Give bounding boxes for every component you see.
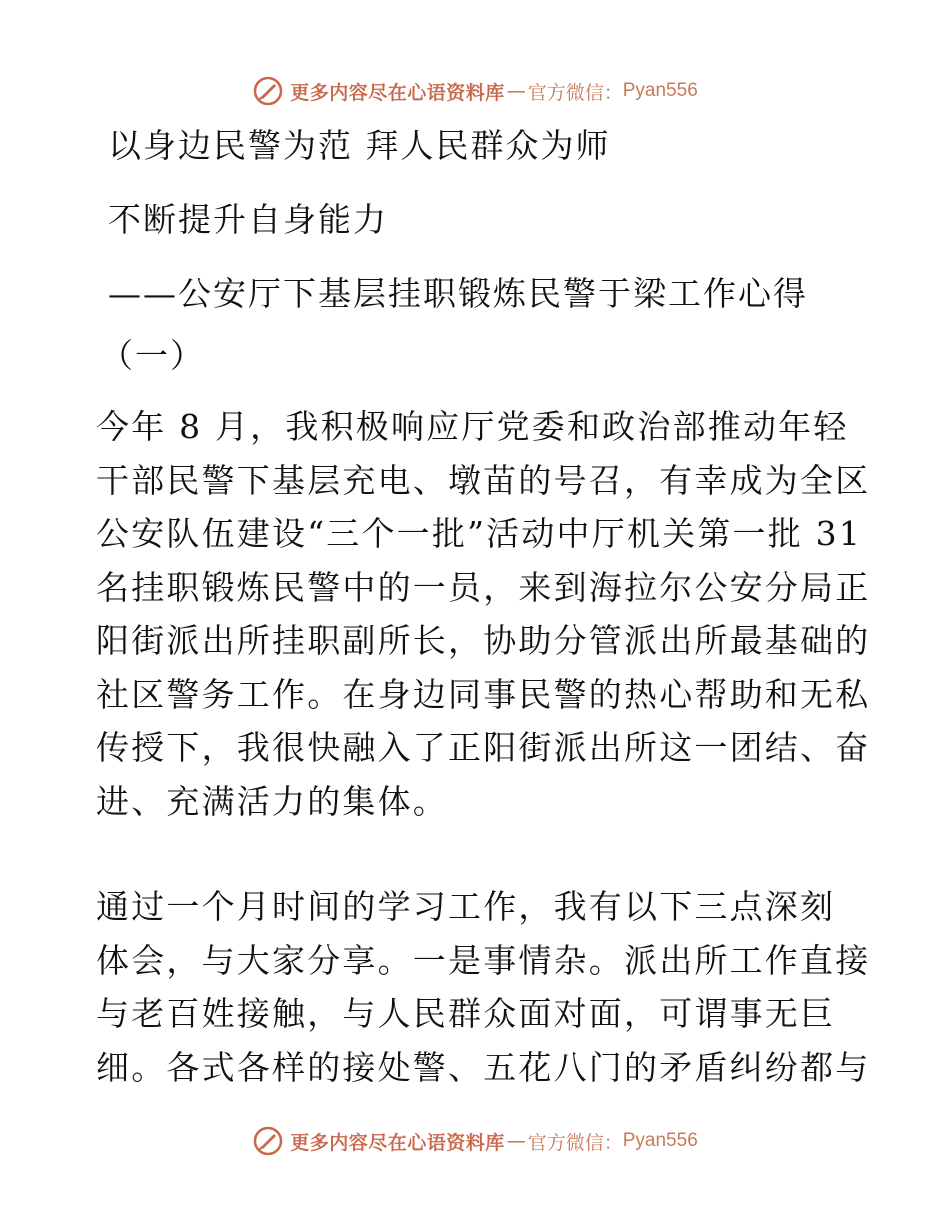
paragraph-2 (96, 880, 871, 1094)
watermark-main-text: 更多内容尽在心语资料库 (290, 81, 505, 104)
watermark-dash: — (506, 1130, 526, 1152)
paragraph-line: 体会，与大家分享。一是事情杂。派出所工作直接 (96, 940, 871, 980)
watermark-wechat-id: Pyan556 (622, 1130, 698, 1151)
paragraph-1 (96, 400, 871, 828)
paragraph-line: 阳街派出所挂职副所长，协助分管派出所最基础的 (96, 621, 871, 660)
watermark-dash: — (506, 80, 526, 102)
watermark-footer (0, 1124, 950, 1158)
watermark-wechat-label: 官方微信： (527, 1131, 623, 1154)
paragraph-line: 进、充满活力的集体。 (96, 781, 448, 821)
title-line-3: ——公安厅下基层挂职锻炼民警于梁工作心得 (108, 274, 808, 313)
paragraph-line: 社区警务工作。在身边同事民警的热心帮助和无私 (96, 674, 871, 714)
watermark-wechat-id: Pyan556 (622, 80, 698, 101)
paragraph-line: 通过一个月时间的学习工作，我有以下三点深刻 (96, 887, 836, 926)
paragraph-line: 名挂职锻炼民警中的一员，来到海拉尔公安分局正 (96, 567, 871, 607)
paragraph-line: 与老百姓接触，与人民群众面对面，可谓事无巨 (96, 994, 836, 1033)
watermark-header (0, 74, 950, 108)
paragraph-line: 干部民警下基层充电、墩苗的号召，有幸成为全区 (96, 460, 871, 500)
paragraph-line: 传授下，我很快融入了正阳街派出所这一团结、奋 (96, 728, 871, 767)
paragraph-line: 细。各式各样的接处警、五花八门的矛盾纠纷都与 (96, 1047, 871, 1087)
title-line-4: （一） (100, 336, 205, 375)
watermark-wechat-label: 官方微信： (527, 81, 623, 104)
title-line-1: 以身边民警为范 拜人民群众为师 (108, 126, 611, 165)
paragraph-line: 公安队伍建设“三个一批”活动中厅机关第一批 31 (96, 514, 863, 553)
watermark-main-text: 更多内容尽在心语资料库 (290, 1131, 505, 1154)
quill-logo-icon (252, 1125, 284, 1157)
paragraph-line: 今年 8 月，我积极响应厅党委和政治部推动年轻 (96, 407, 849, 446)
title-line-2: 不断提升自身能力 (108, 200, 388, 239)
quill-logo-icon (252, 75, 284, 107)
